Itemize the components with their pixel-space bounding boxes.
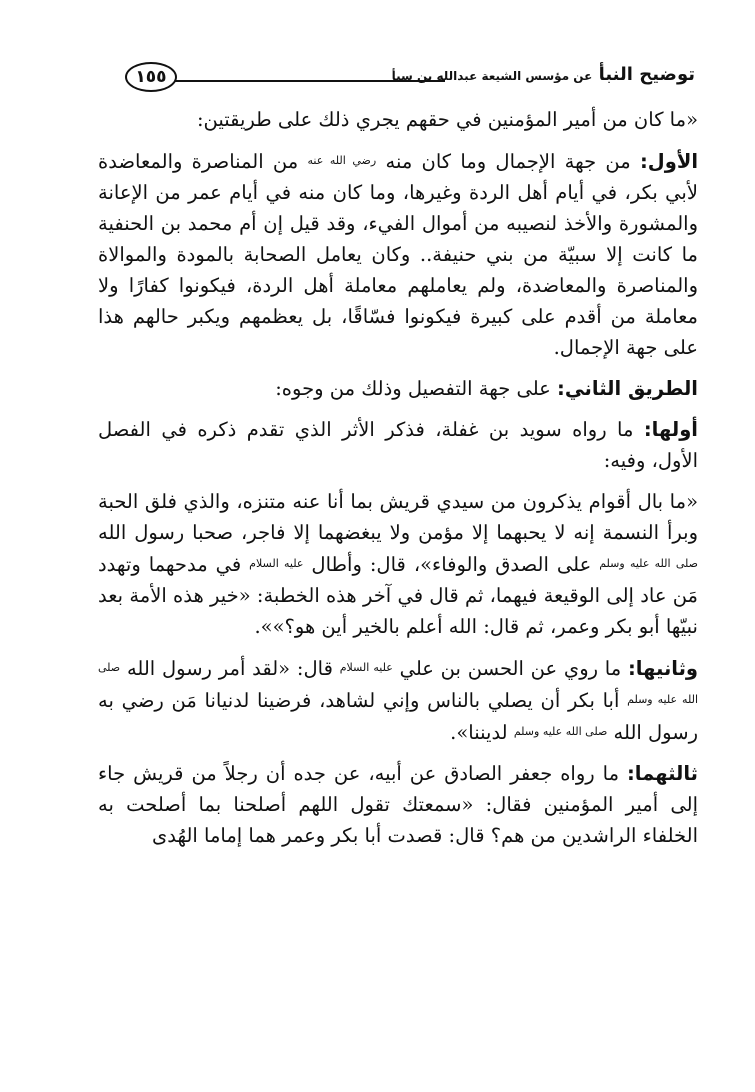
first-way-text-a: من جهة الإجمال وما كان منه: [385, 150, 631, 173]
paragraph-quote: [98, 486, 698, 642]
running-title-sub: عن مؤسس الشيعة عبدالله بن سبأ: [391, 69, 593, 83]
honorific-salallahu: صلى الله عليه وسلم: [98, 661, 698, 706]
second-aspect-text-a: ما روي عن الحسن بن علي: [399, 657, 622, 680]
body-text: [98, 104, 698, 851]
third-aspect-label: ثالثهما:: [627, 762, 698, 785]
second-aspect-text-c: أبا بكر أن يصلي بالناس وإني لشاهد، فرضينا لدنيانا مَن رضي به رسول الله: [98, 689, 698, 744]
honorific-radiallahu: رضي الله عنه: [307, 154, 377, 167]
page-header: [95, 58, 695, 98]
second-aspect-label: وثانيها:: [627, 657, 699, 680]
page-number: ١٥٥: [125, 62, 177, 92]
first-way-label: الأول:: [640, 150, 699, 173]
honorific-salallahu: صلى الله عليه وسلم: [599, 557, 698, 570]
first-aspect-text: ما رواه سويد بن غفلة، فذكر الأثر الذي تقدم ذكره في الفصل الأول، وفيه:: [98, 418, 698, 472]
paragraph-third-aspect: [98, 758, 698, 851]
paragraph-first-way: [98, 145, 698, 363]
intro-text: «ما كان من أمير المؤمنين في حقهم يجري ذلك على طريقتين:: [196, 108, 698, 131]
paragraph-first-aspect: [98, 414, 698, 476]
running-title-main: توضيح النبأ: [598, 64, 695, 85]
honorific-alayhissalam: عليه السلام: [339, 661, 393, 674]
first-way-text-b: من المناصرة والمعاضدة لأبي بكر، في أيام أهل الردة وغيرها، وما كان منه في أيام عمر من الإعانة والمشورة والأخذ لنصيبه من أموال الفيء، وقد قيل إن أم محمد بن الحنفية ما كانت إلا سبيّة من بني حنيفة.. وكان يعامل الصحابة بالمودة والموالاة والمناصرة والمعاضدة، ولم يعاملهم معاملة أهل الردة، فيكونوا كفارًا ولا معاملة من أقدم على كبيرة فيكونوا فسّاقًا، بل يعظمهم ويكبر حالهم هذا على جهة الإجمال.: [98, 150, 698, 359]
quote-text-a: «ما بال أقوام يذكرون من سيدي قريش بما أنا عنه متنزه، والذي فلق الحبة وبرأ النسمة إنه لا يحبهما إلا مؤمن ولا يبغضهما إلا فاجر، صحبا رسول الله: [98, 490, 698, 544]
honorific-salallahu: صلى الله عليه وسلم: [513, 725, 608, 738]
second-way-text: على جهة التفصيل وذلك من وجوه:: [275, 377, 551, 400]
quote-text-c: في مدحهما وتهدد مَن عاد إلى الوقيعة فيهما، ثم قال في آخر هذه الخطبة: «خير هذه الأمة بعد نبيّها أبو بكر وعمر، ثم قال: الله أعلم بالخير أين هو؟»».: [98, 553, 698, 638]
second-aspect-text-b: قال: «لقد أمر رسول الله: [126, 657, 333, 680]
honorific-alayhissalam: عليه السلام: [249, 557, 304, 570]
quote-text-b: على الصدق والوفاء»، قال: وأطال: [311, 553, 592, 576]
paragraph-intro: [98, 104, 698, 135]
second-way-label: الطريق الثاني:: [557, 377, 698, 400]
first-aspect-label: أولها:: [643, 418, 698, 441]
paragraph-second-way: [98, 373, 698, 404]
second-aspect-text-d: لديننا».: [450, 721, 508, 744]
paragraph-second-aspect: [98, 652, 698, 748]
header-rule: [157, 80, 445, 82]
third-aspect-text: ما رواه جعفر الصادق عن أبيه، عن جده أن رجلاً من قريش جاء إلى أمير المؤمنين فقال: «سمعتك تقول اللهم أصلحنا بما أصلحت به الخلفاء الراشدين من هم؟ قال: قصدت أبا بكر وعمر هما إماما الهُدى: [98, 762, 698, 847]
